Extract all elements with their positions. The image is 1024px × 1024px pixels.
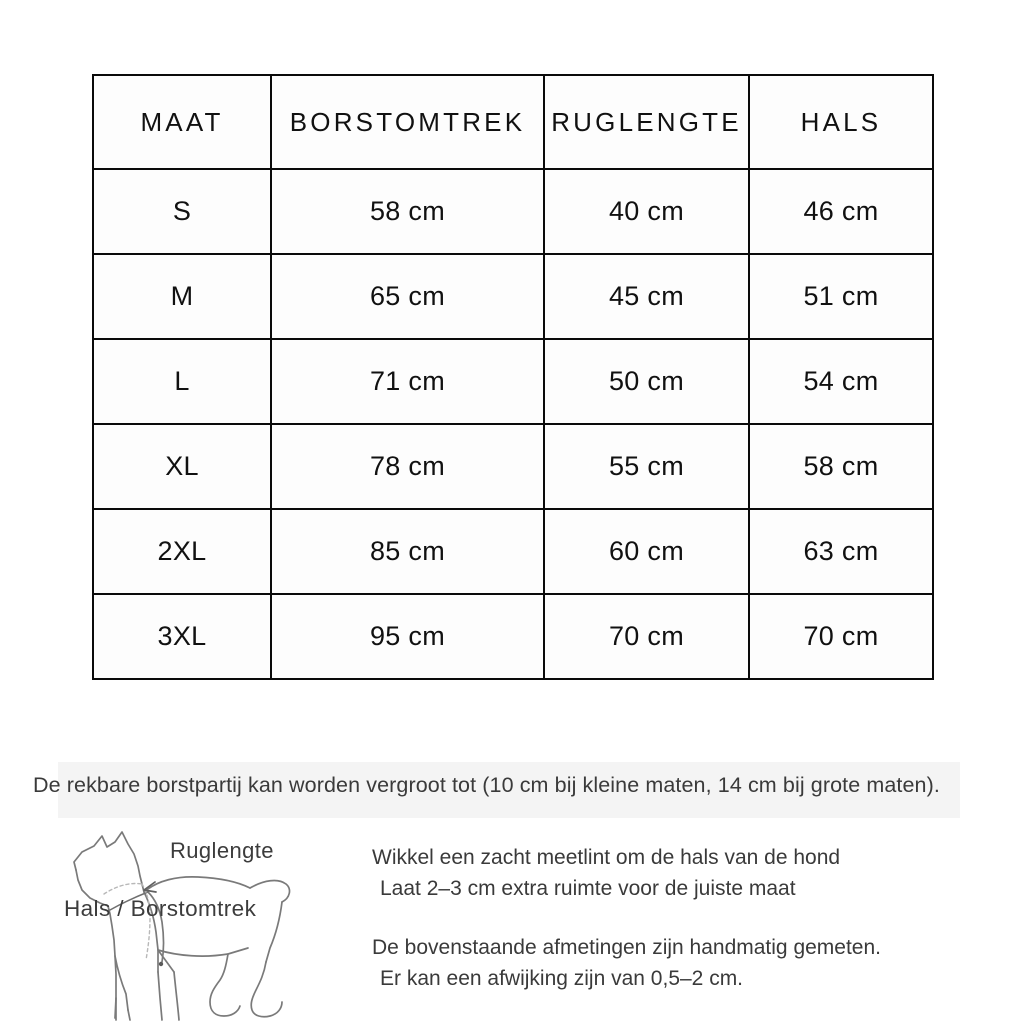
column-header-maat: MAAT bbox=[93, 75, 271, 169]
measuring-instruction-line-2: Laat 2–3 cm extra ruimte voor de juiste maat bbox=[380, 877, 796, 900]
table-row bbox=[93, 169, 933, 254]
cell-ruglengte: 60 cm bbox=[544, 509, 749, 594]
dog-measurement-diagram bbox=[52, 822, 352, 1024]
tolerance-line-1: De bovenstaande afmetingen zijn handmatig gemeten. bbox=[372, 936, 882, 959]
cell-borstomtrek: 85 cm bbox=[271, 509, 544, 594]
table-header-row bbox=[93, 75, 933, 169]
table-row bbox=[93, 254, 933, 339]
cell-borstomtrek: 71 cm bbox=[271, 339, 544, 424]
table-row bbox=[93, 509, 933, 594]
column-header-borstomtrek: BORSTOMTREK bbox=[271, 75, 544, 169]
cell-hals: 70 cm bbox=[749, 594, 933, 679]
cell-maat: S bbox=[93, 169, 271, 254]
measuring-instructions bbox=[372, 842, 840, 904]
table-row bbox=[93, 339, 933, 424]
diagram-label-hals-borstomtrek: Hals / Borstomtrek bbox=[64, 896, 257, 921]
cell-ruglengte: 70 cm bbox=[544, 594, 749, 679]
cell-hals: 63 cm bbox=[749, 509, 933, 594]
cell-borstomtrek: 78 cm bbox=[271, 424, 544, 509]
diagram-label-ruglengte: Ruglengte bbox=[170, 838, 274, 863]
cell-borstomtrek: 58 cm bbox=[271, 169, 544, 254]
cell-ruglengte: 45 cm bbox=[544, 254, 749, 339]
cell-borstomtrek: 95 cm bbox=[271, 594, 544, 679]
column-header-hals: HALS bbox=[749, 75, 933, 169]
cell-maat: 2XL bbox=[93, 509, 271, 594]
cell-hals: 54 cm bbox=[749, 339, 933, 424]
cell-hals: 46 cm bbox=[749, 169, 933, 254]
cell-ruglengte: 40 cm bbox=[544, 169, 749, 254]
stretch-note-text: De rekbare borstpartij kan worden vergroot tot (10 cm bij kleine maten, 14 cm bij grote maten). bbox=[33, 773, 940, 797]
table-row bbox=[93, 594, 933, 679]
measuring-instruction-line-1: Wikkel een zacht meetlint om de hals van de hond bbox=[372, 846, 841, 869]
cell-borstomtrek: 65 cm bbox=[271, 254, 544, 339]
cell-maat: 3XL bbox=[93, 594, 271, 679]
cell-maat: M bbox=[93, 254, 271, 339]
cell-maat: XL bbox=[93, 424, 271, 509]
column-header-ruglengte: RUGLENGTE bbox=[544, 75, 749, 169]
table-row bbox=[93, 424, 933, 509]
cell-maat: L bbox=[93, 339, 271, 424]
size-chart-table-container bbox=[92, 74, 932, 680]
size-chart-table bbox=[92, 74, 934, 680]
measurement-tolerance-note bbox=[372, 932, 881, 994]
cell-ruglengte: 50 cm bbox=[544, 339, 749, 424]
tolerance-line-2: Er kan een afwijking zijn van 0,5–2 cm. bbox=[380, 967, 744, 990]
cell-hals: 51 cm bbox=[749, 254, 933, 339]
cell-hals: 58 cm bbox=[749, 424, 933, 509]
cell-ruglengte: 55 cm bbox=[544, 424, 749, 509]
